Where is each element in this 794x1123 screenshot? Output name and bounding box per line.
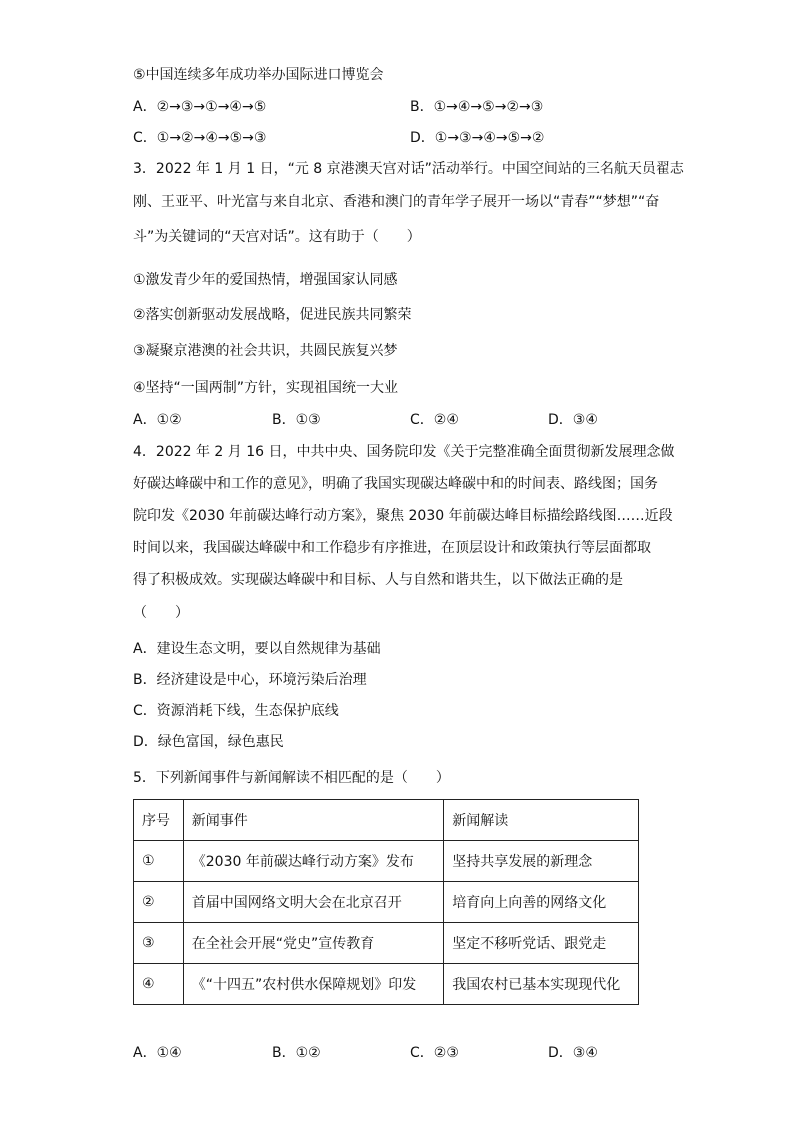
q3-item-4: ④坚持“一国两制”方针，实现祖国统一大业	[133, 380, 399, 396]
table-row	[134, 841, 639, 882]
row-event: 《2030 年前碳达峰行动方案》发布	[183, 841, 444, 882]
q3-item-3: ③凝聚京港澳的社会共识，共圆民族复兴梦	[133, 343, 398, 359]
q3-stem-line-2: 刚、王亚平、叶光富与来自北京、香港和澳门的青年学子展开一场以“青春”“梦想”“奋	[133, 194, 660, 210]
q2-option-c: C．①→②→④→⑤→③	[133, 130, 267, 146]
row-interpretation: 培育向上向善的网络文化	[444, 882, 639, 923]
q4-stem-line-6: （ ）	[133, 605, 189, 621]
row-event: 《“十四五”农村供水保障规划》印发	[183, 964, 444, 1005]
row-event: 首届中国网络文明大会在北京召开	[183, 882, 444, 923]
q2-option-d: D．①→③→④→⑤→②	[410, 130, 545, 146]
q3-stem-line-1: 3．2022 年 1 月 1 日，“元 8 京港澳天宫对话”活动举行。中国空间站的三名航天员翟志	[133, 161, 684, 177]
q5-option-b: B．①②	[272, 1045, 321, 1061]
q4-option-d: D．绿色富国，绿色惠民	[133, 734, 284, 750]
q3-option-d: D．③④	[548, 412, 598, 428]
header-event: 新闻事件	[183, 800, 444, 841]
table-header-row	[134, 800, 639, 841]
row-interpretation: 坚定不移听党话、跟党走	[444, 923, 639, 964]
q5-stem: 5．下列新闻事件与新闻解读不相匹配的是（ ）	[133, 770, 450, 786]
q4-stem-line-5: 得了积极成效。实现碳达峰碳中和目标、人与自然和谐共生，以下做法正确的是	[133, 572, 623, 588]
q4-option-c: C．资源消耗下线，生态保护底线	[133, 703, 339, 719]
row-index: ②	[134, 882, 184, 923]
table-row	[134, 882, 639, 923]
q2-option-a: A．②→③→①→④→⑤	[133, 99, 267, 115]
header-index: 序号	[134, 800, 184, 841]
q3-stem-line-3: 斗”为关键词的“天宫对话”。这有助于（ ）	[133, 229, 421, 245]
q3-option-a: A．①②	[133, 412, 182, 428]
row-event: 在全社会开展“党史”宣传教育	[183, 923, 444, 964]
q4-stem-line-4: 时间以来，我国碳达峰碳中和工作稳步有序推进，在顶层设计和政策执行等层面都取	[133, 540, 651, 556]
q2-item-5: ⑤中国连续多年成功举办国际进口博览会	[133, 67, 384, 83]
table-row	[134, 923, 639, 964]
q2-option-b: B．①→④→⑤→②→③	[410, 99, 544, 115]
row-index: ①	[134, 841, 184, 882]
news-table	[133, 799, 639, 1005]
q4-stem-line-1: 4．2022 年 2 月 16 日，中共中央、国务院印发《关于完整准确全面贯彻新发展理念做	[133, 444, 675, 460]
q4-stem-line-2: 好碳达峰碳中和工作的意见》，明确了我国实现碳达峰碳中和的时间表、路线图；国务	[133, 476, 658, 492]
q4-option-a: A．建设生态文明，要以自然规律为基础	[133, 641, 381, 657]
q3-option-b: B．①③	[272, 412, 321, 428]
q3-item-2: ②落实创新驱动发展战略，促进民族共同繁荣	[133, 307, 412, 323]
row-index: ④	[134, 964, 184, 1005]
q5-option-c: C．②③	[410, 1045, 459, 1061]
header-interpretation: 新闻解读	[444, 800, 639, 841]
q4-option-b: B．经济建设是中心，环境污染后治理	[133, 672, 367, 688]
q4-stem-line-3: 院印发《2030 年前碳达峰行动方案》，聚焦 2030 年前碳达峰目标描绘路线图……近段	[133, 508, 673, 524]
table-row	[134, 964, 639, 1005]
row-interpretation: 我国农村已基本实现现代化	[444, 964, 639, 1005]
q3-option-c: C．②④	[410, 412, 459, 428]
q3-item-1: ①激发青少年的爱国热情，增强国家认同感	[133, 272, 398, 288]
q5-option-d: D．③④	[548, 1045, 598, 1061]
row-index: ③	[134, 923, 184, 964]
row-interpretation: 坚持共享发展的新理念	[444, 841, 639, 882]
q5-option-a: A．①④	[133, 1045, 182, 1061]
